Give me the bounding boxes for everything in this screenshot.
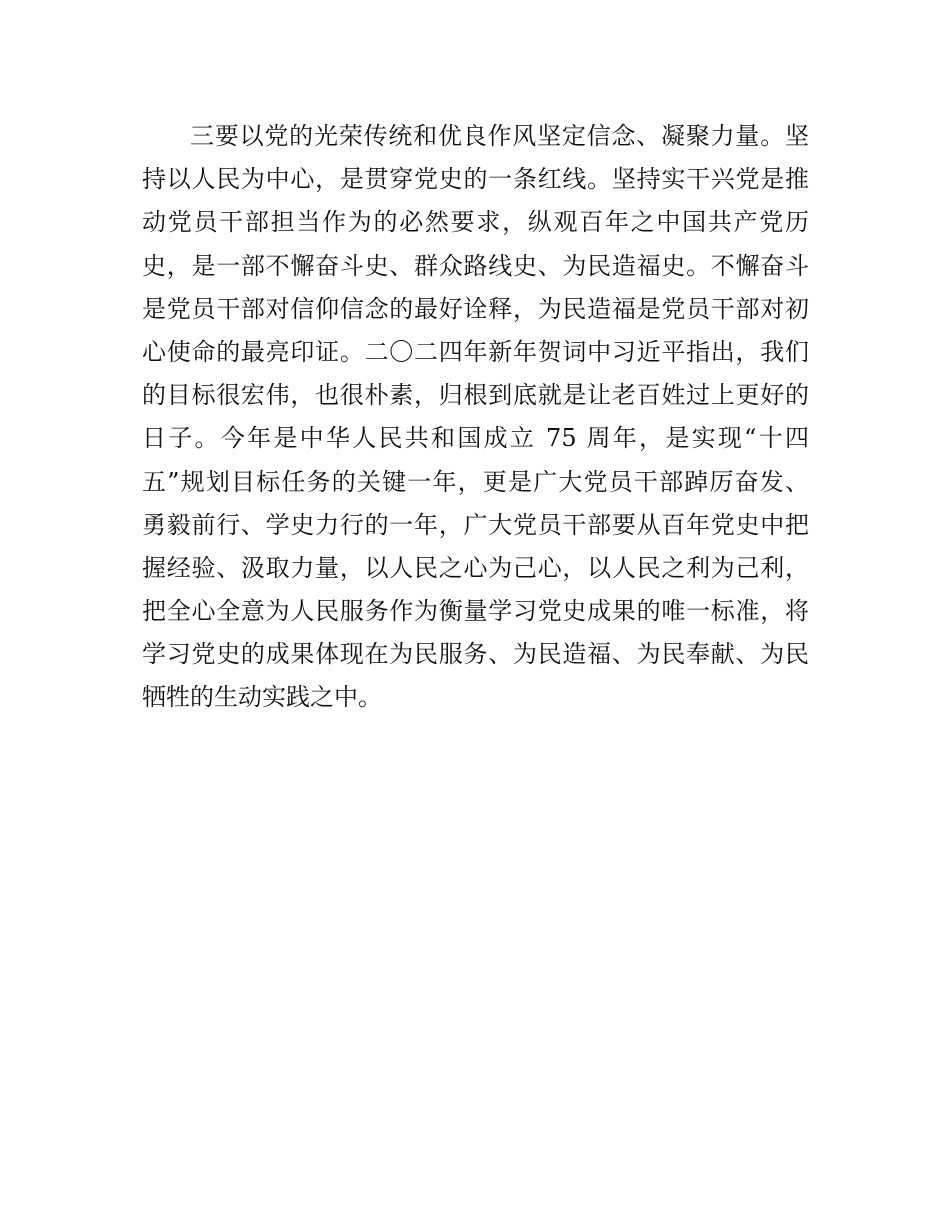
paragraph-line: 持以人民为中心，是贯穿党史的一条红线。坚持实干兴党是推: [142, 165, 809, 194]
paragraph-line: 握经验、汲取力量，以人民之心为己心，以人民之利为己利，: [142, 553, 809, 582]
body-paragraph: [142, 115, 809, 720]
paragraph-line: 五”规划目标任务的关键一年，更是广大党员干部踔厉奋发、: [142, 467, 809, 496]
paragraph-line: 三要以党的光荣传统和优良作风坚定信念、凝聚力量。坚: [190, 122, 809, 150]
paragraph-line: 把全心全意为人民服务作为衡量学习党史成果的唯一标准，将: [142, 597, 809, 626]
paragraph-line: 日子。今年是中华人民共和国成立 75 周年，是实现“十四: [142, 424, 809, 453]
paragraph-line: 心使命的最亮印证。二〇二四年新年贺词中习近平指出，我们: [142, 337, 809, 366]
paragraph-line: 的目标很宏伟，也很朴素，归根到底就是让老百姓过上更好的: [142, 381, 809, 410]
paragraph-line: 是党员干部对信仰信念的最好诠释，为民造福是党员干部对初: [142, 294, 809, 323]
paragraph-line: 史，是一部不懈奋斗史、群众路线史、为民造福史。不懈奋斗: [142, 251, 809, 280]
paragraph-line: 牺牲的生动实践之中。: [142, 683, 382, 712]
paragraph-line: 勇毅前行、学史力行的一年，广大党员干部要从百年党史中把: [142, 510, 809, 539]
paragraph-line: 学习党史的成果体现在为民服务、为民造福、为民奉献、为民: [142, 640, 809, 669]
paragraph-line: 动党员干部担当作为的必然要求，纵观百年之中国共产党历: [142, 208, 809, 237]
